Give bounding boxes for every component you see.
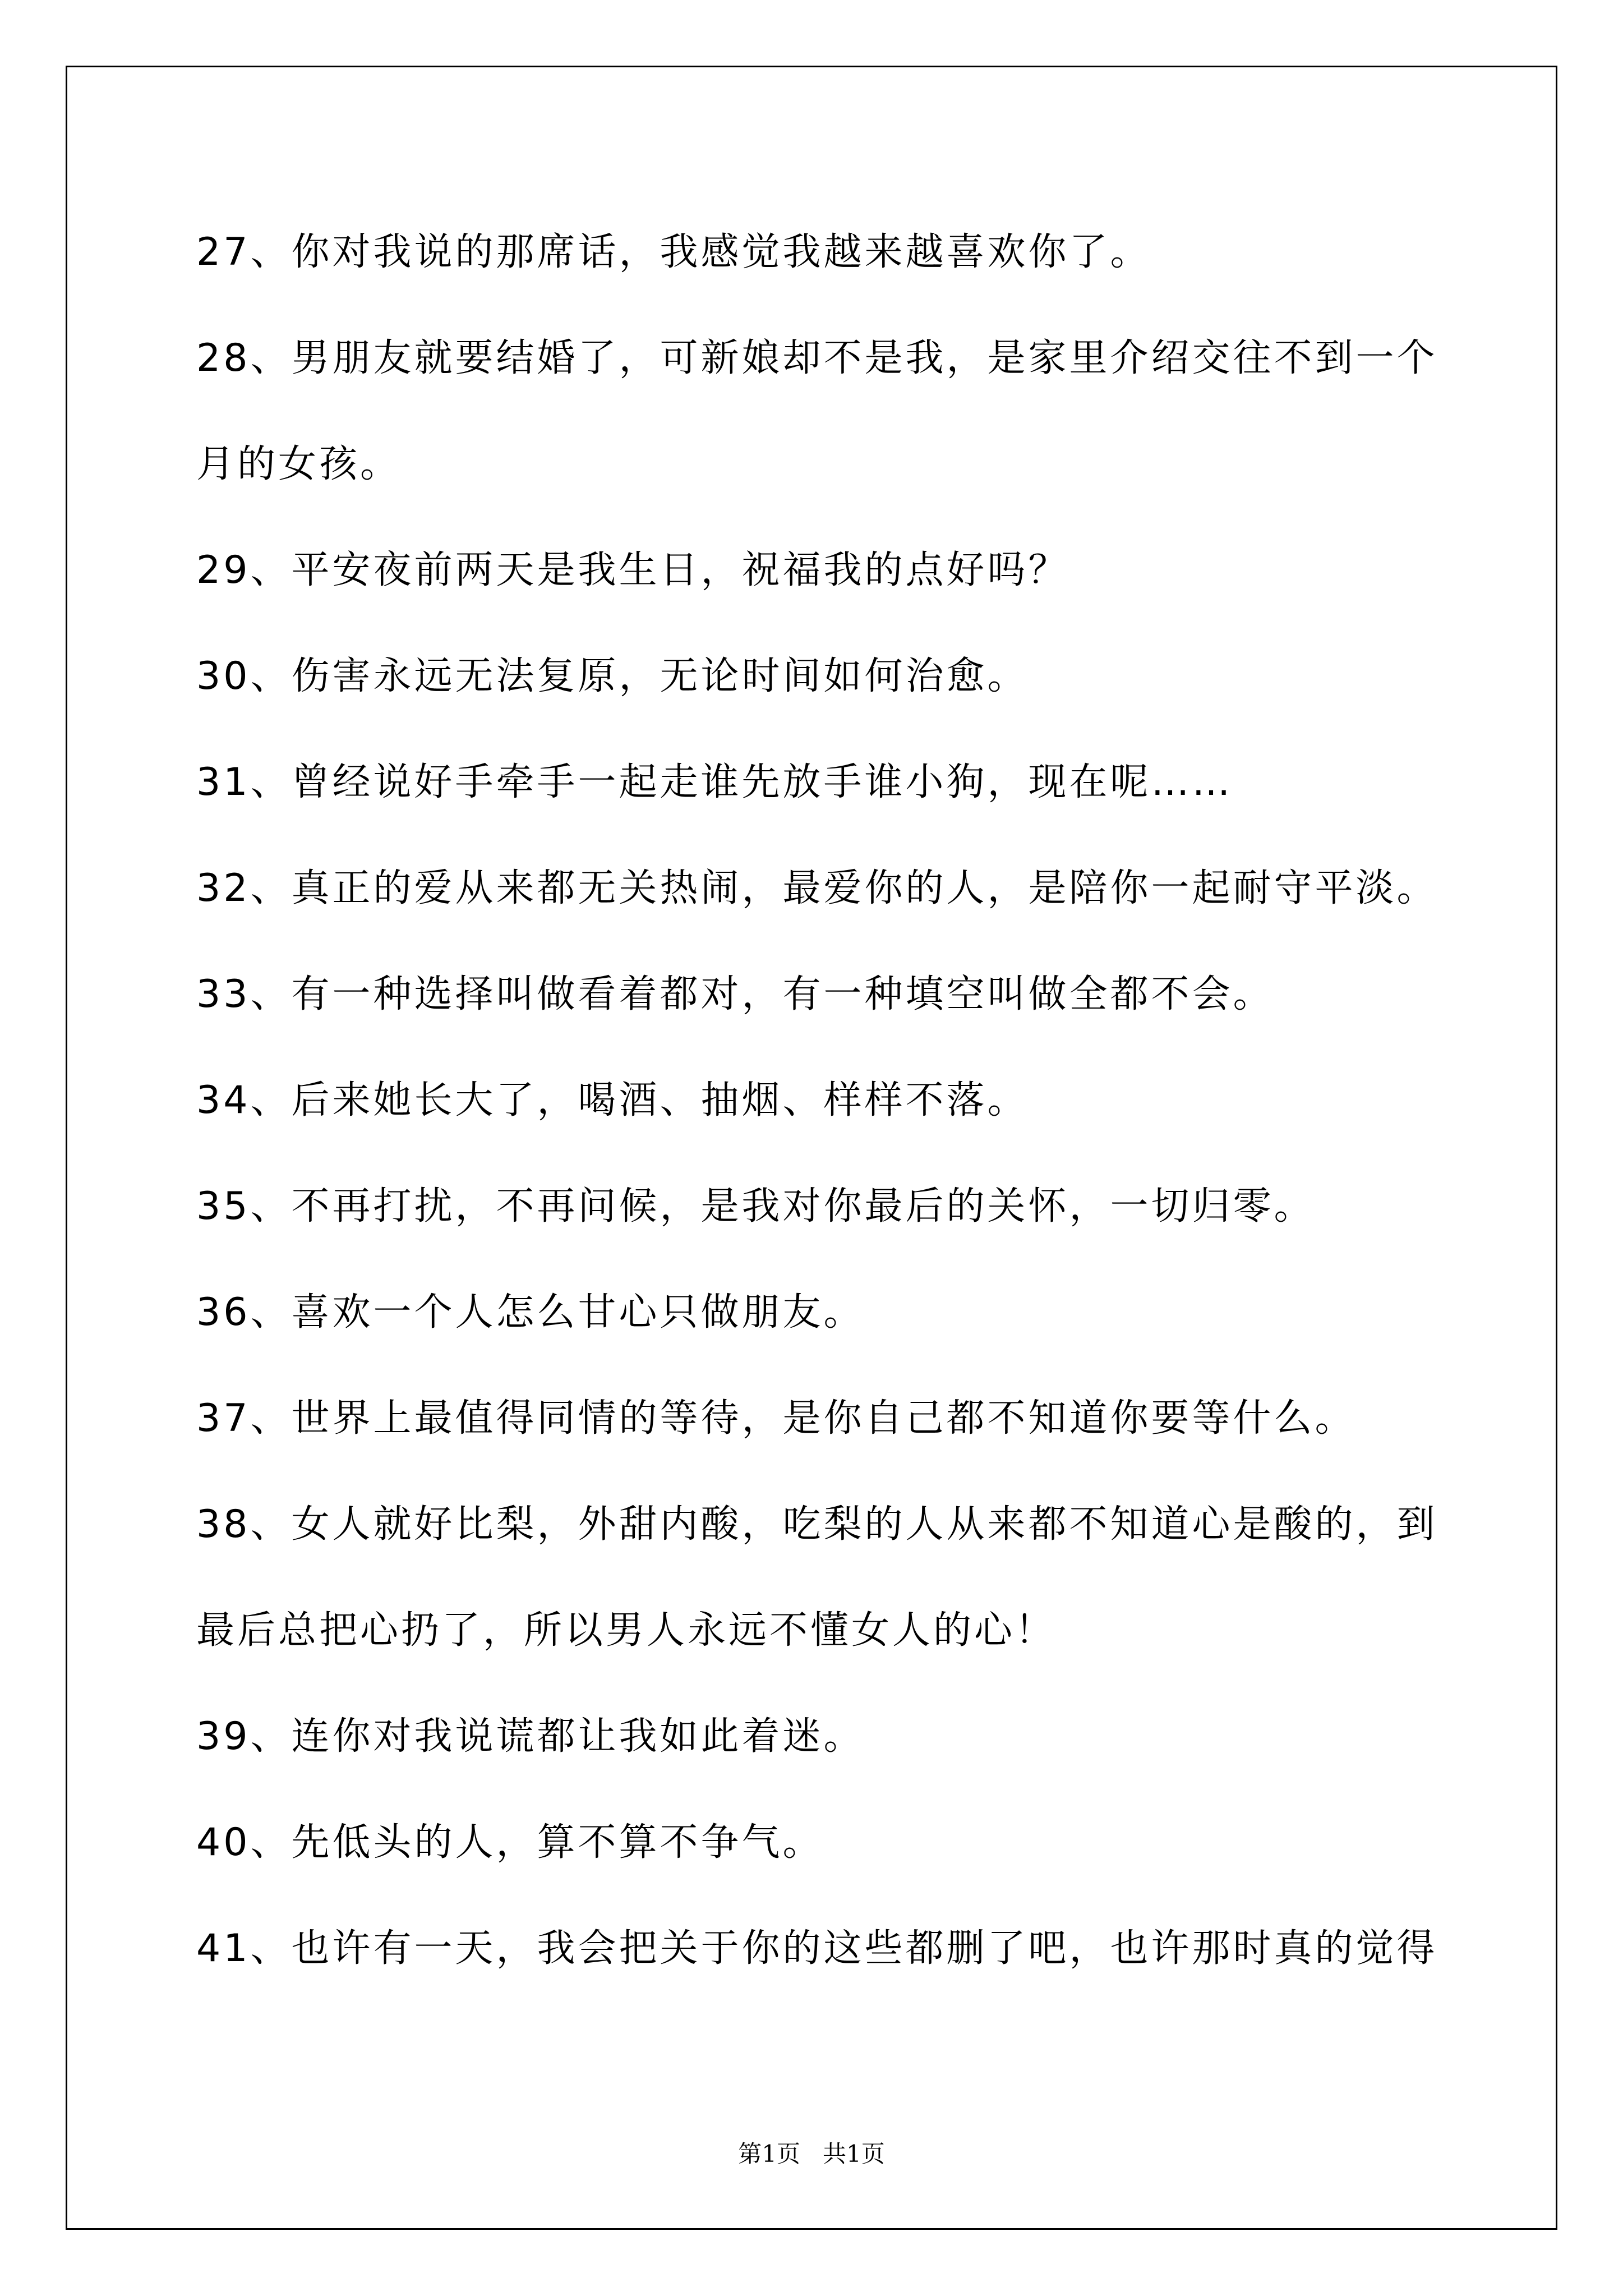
text-line: 28、男朋友就要结婚了，可新娘却不是我，是家里介绍交往不到一个 [196, 336, 1438, 380]
document-body [196, 224, 1447, 2027]
text-line: 31、曾经说好手牵手一起走谁先放手谁小狗，现在呢…… [196, 760, 1233, 804]
text-line: 39、连你对我说谎都让我如此着迷。 [196, 1714, 865, 1759]
text-line: 40、先低头的人，算不算不争气。 [196, 1820, 824, 1865]
text-line: 最后总把心扔了，所以男人永远不懂女人的心！ [196, 1608, 1057, 1653]
text-line: 35、不再打扰，不再问候，是我对你最后的关怀，一切归零。 [196, 1184, 1315, 1228]
text-line: 38、女人就好比梨，外甜内酸，吃梨的人从来都不知道心是酸的，到 [196, 1502, 1438, 1547]
text-line: 33、有一种选择叫做看着都对，有一种填空叫做全都不会。 [196, 972, 1274, 1016]
text-line: 29、平安夜前两天是我生日，祝福我的点好吗？ [196, 548, 1069, 592]
text-line: 月的女孩。 [196, 442, 402, 486]
text-line: 34、后来她长大了，喝酒、抽烟、样样不落。 [196, 1078, 1029, 1122]
text-line: 32、真正的爱从来都无关热闹，最爱你的人，是陪你一起耐守平淡。 [196, 866, 1438, 910]
text-line: 27、你对我说的那席话，我感觉我越来越喜欢你了。 [196, 230, 1151, 274]
page-number-footer: 第1页 共1页 [738, 2140, 885, 2168]
text-line: 37、世界上最值得同情的等待，是你自己都不知道你要等什么。 [196, 1396, 1356, 1441]
text-line: 36、喜欢一个人怎么甘心只做朋友。 [196, 1290, 865, 1335]
text-line: 30、伤害永远无法复原，无论时间如何治愈。 [196, 654, 1029, 698]
text-line: 41、也许有一天，我会把关于你的这些都删了吧，也许那时真的觉得 [196, 1926, 1438, 1971]
